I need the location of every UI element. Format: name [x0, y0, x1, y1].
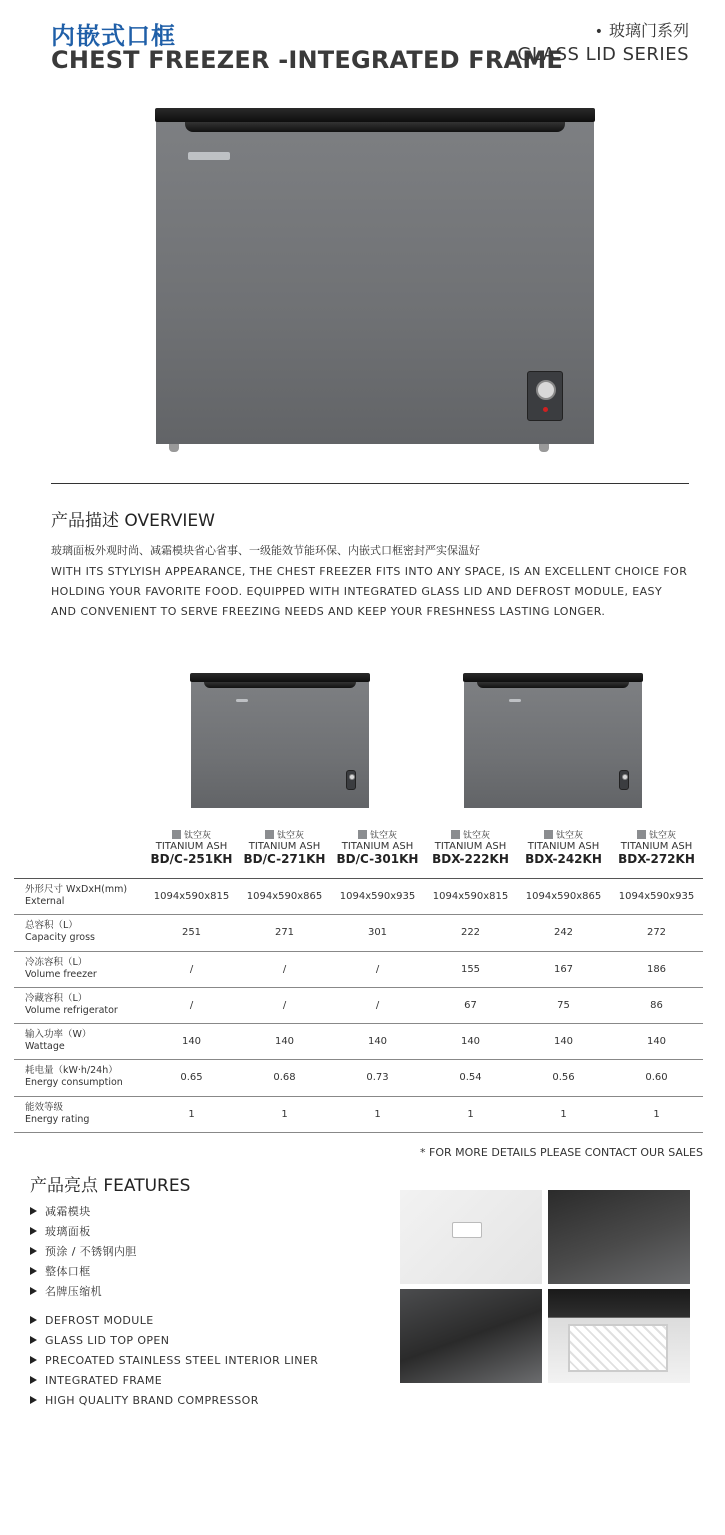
- row-label: [25, 1102, 89, 1126]
- freezer-handle: [204, 682, 356, 688]
- model-header: [424, 828, 517, 866]
- list-item: [30, 1314, 318, 1334]
- table-row: [14, 915, 703, 951]
- color-en: TITANIUM ASH: [341, 841, 414, 852]
- feature-text: HIGH QUALITY BRAND COMPRESSOR: [45, 1394, 259, 1407]
- page-title-en: CHEST FREEZER -INTEGRATED FRAME: [51, 46, 564, 74]
- freezer-bdx-image: [463, 673, 643, 811]
- table-cell: 140: [646, 1036, 667, 1048]
- triangle-bullet-icon: [30, 1207, 37, 1215]
- table-cell: /: [282, 963, 287, 975]
- color-swatch-row: [424, 828, 517, 841]
- list-item: [30, 1354, 318, 1374]
- model-name: BDX-272KH: [618, 852, 695, 866]
- triangle-bullet-icon: [30, 1227, 37, 1235]
- table-cell: 86: [650, 999, 663, 1011]
- table-cell: 1: [374, 1108, 381, 1120]
- series-cn-text: 玻璃门系列: [608, 21, 689, 40]
- freezer-handle: [185, 122, 565, 132]
- table-row: [14, 1060, 703, 1096]
- table-cell: 67: [464, 999, 477, 1011]
- table-cell: /: [282, 999, 287, 1011]
- triangle-bullet-icon: [30, 1376, 37, 1384]
- color-cn: 钛空灰: [369, 831, 397, 841]
- defrost-control-icon: [452, 1222, 482, 1238]
- color-cn: 钛空灰: [462, 831, 490, 841]
- color-cn: 钛空灰: [276, 831, 304, 841]
- page-title-cn: 内嵌式口框: [51, 22, 176, 50]
- caster-wheel-icon: [539, 444, 549, 452]
- freezer-handle: [477, 682, 629, 688]
- table-cell: 0.73: [366, 1072, 389, 1084]
- brand-logo: [188, 152, 230, 160]
- row-label: [25, 957, 97, 981]
- freezer-glass-lid: [463, 673, 643, 682]
- model-name: BD/C-271KH: [243, 852, 326, 866]
- table-cell: /: [375, 963, 380, 975]
- list-item: [30, 1283, 137, 1303]
- brand-logo: [236, 699, 248, 702]
- table-row: [14, 952, 703, 988]
- list-item: [30, 1374, 318, 1394]
- table-cell: 140: [460, 1036, 481, 1048]
- list-item: [30, 1394, 318, 1414]
- thermostat-panel: [346, 770, 356, 790]
- caster-wheel-icon: [169, 444, 179, 452]
- bullet-dot-icon: •: [594, 24, 603, 40]
- triangle-bullet-icon: [30, 1396, 37, 1404]
- color-cn: 钛空灰: [648, 831, 676, 841]
- table-cell: 75: [557, 999, 570, 1011]
- features-list-cn: [30, 1203, 137, 1303]
- freezer-body: [191, 682, 369, 808]
- overview-text-cn: 玻璃面板外观时尚、减霜模块省心省事、一级能效节能环保、内嵌式口框密封严实保温好: [51, 544, 480, 557]
- thermostat-knob-icon: [622, 774, 628, 780]
- table-cell: 0.56: [552, 1072, 575, 1084]
- row-label-en: Volume freezer: [25, 968, 97, 980]
- freezer-body: [464, 682, 642, 808]
- list-item: [30, 1243, 137, 1263]
- overview-heading: 产品描述 OVERVIEW: [51, 511, 215, 531]
- table-cell: 222: [460, 927, 481, 939]
- row-label-cn: 冷冻容积（L）: [25, 956, 88, 968]
- table-cell: 1094x590x865: [525, 891, 602, 902]
- freezer-bdc-image: [190, 673, 370, 811]
- color-en: TITANIUM ASH: [248, 841, 321, 852]
- table-cell: 1: [188, 1108, 195, 1120]
- table-cell: 1094x590x815: [153, 891, 230, 902]
- list-item: [30, 1263, 137, 1283]
- model-header: [145, 828, 238, 866]
- table-cell: 1094x590x935: [618, 891, 695, 902]
- row-label-en: Energy consumption: [25, 1077, 123, 1089]
- row-label: [25, 1065, 123, 1089]
- row-label: [25, 920, 95, 944]
- color-swatch-icon: [358, 830, 367, 839]
- color-cn: 钛空灰: [555, 831, 583, 841]
- color-swatch-row: [610, 828, 703, 841]
- table-cell: 242: [553, 927, 574, 939]
- feature-text: 玻璃面板: [45, 1225, 91, 1238]
- row-label-en: Capacity gross: [25, 932, 95, 944]
- power-led-icon: [543, 407, 548, 412]
- color-swatch-row: [517, 828, 610, 841]
- table-cell: 0.65: [180, 1072, 203, 1084]
- color-swatch-icon: [637, 830, 646, 839]
- table-cell: 0.54: [459, 1072, 482, 1084]
- feature-text: GLASS LID TOP OPEN: [45, 1334, 170, 1347]
- row-label-en: Wattage: [25, 1041, 65, 1053]
- color-en: TITANIUM ASH: [527, 841, 600, 852]
- model-name: BDX-222KH: [432, 852, 509, 866]
- table-cell: 0.60: [645, 1072, 668, 1084]
- table-cell: /: [189, 999, 194, 1011]
- row-label-cn: 能效等级: [25, 1101, 64, 1113]
- triangle-bullet-icon: [30, 1287, 37, 1295]
- color-swatch-row: [238, 828, 331, 841]
- row-label-en: External: [25, 896, 65, 907]
- table-cell: 1: [560, 1108, 567, 1120]
- model-header: [517, 828, 610, 866]
- row-label: [25, 884, 127, 908]
- triangle-bullet-icon: [30, 1247, 37, 1255]
- table-cell: 186: [646, 963, 667, 975]
- list-item: [30, 1334, 318, 1354]
- color-swatch-icon: [265, 830, 274, 839]
- row-label-cn: 外形尺寸 WxDxH(mm): [25, 884, 128, 895]
- table-cell: 271: [274, 927, 295, 939]
- table-row: [14, 988, 703, 1024]
- table-cell: 167: [553, 963, 574, 975]
- freezer-glass-lid: [190, 673, 370, 682]
- color-swatch-icon: [544, 830, 553, 839]
- feature-text: 预涂 / 不锈钢内胆: [45, 1245, 137, 1258]
- table-row: [14, 1097, 703, 1133]
- freezer-glass-lid: [155, 108, 595, 122]
- table-cell: 1: [467, 1108, 474, 1120]
- table-cell: 155: [460, 963, 481, 975]
- series-label-cn: [595, 18, 689, 41]
- table-cell: 140: [367, 1036, 388, 1048]
- table-cell: 140: [274, 1036, 295, 1048]
- feature-text: INTEGRATED FRAME: [45, 1374, 163, 1387]
- row-label-cn: 输入功率（W）: [25, 1029, 92, 1041]
- spec-table: [14, 878, 703, 1133]
- divider: [51, 483, 689, 484]
- thermostat-knob-icon: [536, 380, 556, 400]
- model-header: [331, 828, 424, 866]
- row-label: [25, 993, 118, 1017]
- color-swatch-icon: [451, 830, 460, 839]
- row-label-cn: 耗电量（kW·h/24h）: [25, 1065, 118, 1077]
- triangle-bullet-icon: [30, 1316, 37, 1324]
- table-cell: 272: [646, 927, 667, 939]
- feature-text: 名牌压缩机: [45, 1285, 102, 1298]
- table-cell: 1: [281, 1108, 288, 1120]
- freezer-hero-image: [155, 108, 595, 453]
- basket-icon: [568, 1324, 668, 1372]
- model-name: BD/C-251KH: [150, 852, 233, 866]
- thermostat-panel: [619, 770, 629, 790]
- photo-glass-lid-handle: [548, 1190, 690, 1284]
- model-header: [610, 828, 703, 866]
- triangle-bullet-icon: [30, 1267, 37, 1275]
- feature-text: 整体口框: [45, 1265, 91, 1278]
- color-swatch-icon: [172, 830, 181, 839]
- color-en: TITANIUM ASH: [155, 841, 228, 852]
- series-label-en: GLASS LID SERIES: [517, 44, 689, 65]
- triangle-bullet-icon: [30, 1356, 37, 1364]
- model-name: BDX-242KH: [525, 852, 602, 866]
- table-row: [14, 879, 703, 915]
- table-cell: 140: [553, 1036, 574, 1048]
- list-item: [30, 1223, 137, 1243]
- color-swatch-row: [145, 828, 238, 841]
- row-label: [25, 1029, 91, 1053]
- list-item: [30, 1203, 137, 1223]
- table-cell: 1: [653, 1108, 660, 1120]
- color-cn: 钛空灰: [183, 831, 211, 841]
- table-cell: /: [189, 963, 194, 975]
- table-cell: /: [375, 999, 380, 1011]
- table-cell: 1094x590x865: [246, 891, 323, 902]
- feature-text: 减霜模块: [45, 1205, 91, 1218]
- table-cell: 301: [367, 927, 388, 939]
- color-en: TITANIUM ASH: [434, 841, 507, 852]
- model-header: [238, 828, 331, 866]
- contact-note: * FOR MORE DETAILS PLEASE CONTACT OUR SALES: [420, 1146, 703, 1159]
- table-cell: 140: [181, 1036, 202, 1048]
- table-cell: 251: [181, 927, 202, 939]
- table-cell: 1094x590x935: [339, 891, 416, 902]
- row-label-en: Volume refrigerator: [25, 1004, 118, 1016]
- row-label-cn: 总容积（L）: [25, 920, 78, 932]
- thermostat-panel: [527, 371, 563, 421]
- feature-text: DEFROST MODULE: [45, 1314, 154, 1327]
- features-list-en: [30, 1314, 318, 1414]
- row-label-en: Energy rating: [25, 1113, 90, 1125]
- table-row: [14, 1024, 703, 1060]
- model-name: BD/C-301KH: [336, 852, 419, 866]
- photo-interior-basket: [548, 1289, 690, 1383]
- overview-text-en: WITH ITS STYLYISH APPEARANCE, THE CHEST FREEZER FITS INTO ANY SPACE, IS AN EXCELLENT CHOICE FOR HOLDING YOUR FAVORITE FOOD. EQUIPPED WITH INTEGRATED GLASS LID AND DEFROST MODULE, EASY AND CONVENIENT TO SERVE FREEZING NEEDS AND KEEP YOUR FRESHNESS LASTING LONGER.: [51, 565, 688, 618]
- thermostat-knob-icon: [349, 774, 355, 780]
- feature-text: PRECOATED STAINLESS STEEL INTERIOR LINER: [45, 1354, 319, 1367]
- photo-defrost-module: [400, 1190, 542, 1284]
- features-heading: 产品亮点 FEATURES: [30, 1176, 191, 1196]
- color-en: TITANIUM ASH: [620, 841, 693, 852]
- table-cell: 1094x590x815: [432, 891, 509, 902]
- color-swatch-row: [331, 828, 424, 841]
- photo-integrated-frame: [400, 1289, 542, 1383]
- triangle-bullet-icon: [30, 1336, 37, 1344]
- row-label-cn: 冷藏容积（L）: [25, 992, 88, 1004]
- table-cell: 0.68: [273, 1072, 296, 1084]
- brand-logo: [509, 699, 521, 702]
